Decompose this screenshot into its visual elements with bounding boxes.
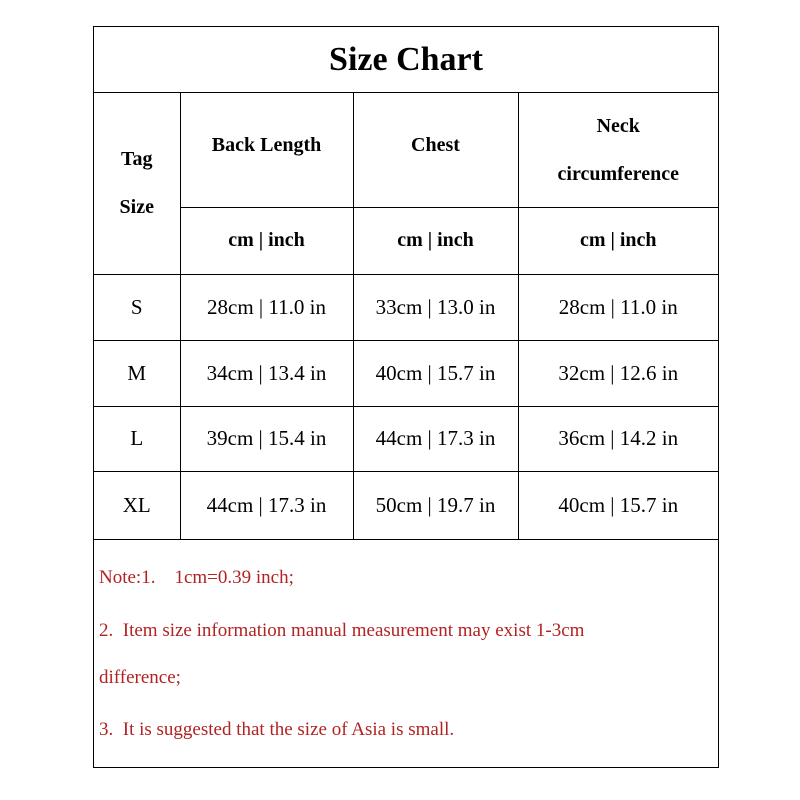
back-length-cell: 44cm | 17.3 in [180,471,353,539]
table-row [94,340,718,406]
chest-unit: cm | inch [353,207,518,274]
chest-cell: 50cm | 19.7 in [353,471,518,539]
table-row [94,471,718,539]
notes-section [94,539,718,767]
neck-label-line2: circumference [557,162,679,185]
chart-title: Size Chart [94,27,718,93]
table-row [94,406,718,471]
neck-label-line1: Neck [596,114,640,137]
chest-header: Chest [353,93,518,207]
note-3: 3. It is suggested that the size of Asia is small. [99,719,455,740]
neck-cell: 40cm | 15.7 in [518,471,718,539]
neck-unit: cm | inch [518,207,718,274]
size-table [94,93,718,540]
note-2-continued: difference; [99,667,181,688]
size-cell: XL [94,471,180,539]
chest-cell: 40cm | 15.7 in [353,340,518,406]
neck-cell: 28cm | 11.0 in [518,274,718,340]
tag-size-label-line1: Tag [120,148,153,171]
neck-cell: 36cm | 14.2 in [518,406,718,471]
neck-circumference-header [518,93,718,207]
back-length-cell: 34cm | 13.4 in [180,340,353,406]
table-row [94,274,718,340]
neck-cell: 32cm | 12.6 in [518,340,718,406]
size-cell: S [94,274,180,340]
back-length-header: Back Length [180,93,353,207]
size-cell: L [94,406,180,471]
chest-cell: 33cm | 13.0 in [353,274,518,340]
back-length-unit: cm | inch [180,207,353,274]
chest-cell: 44cm | 17.3 in [353,406,518,471]
size-cell: M [94,340,180,406]
back-length-cell: 39cm | 15.4 in [180,406,353,471]
tag-size-label-line2: Size [119,196,154,219]
note-2: 2. Item size information manual measurement may exist 1-3cm [99,620,585,641]
back-length-cell: 28cm | 11.0 in [180,274,353,340]
tag-size-header [94,93,180,274]
size-chart [93,26,719,768]
note-1: Note:1. 1cm=0.39 inch; [99,567,294,588]
